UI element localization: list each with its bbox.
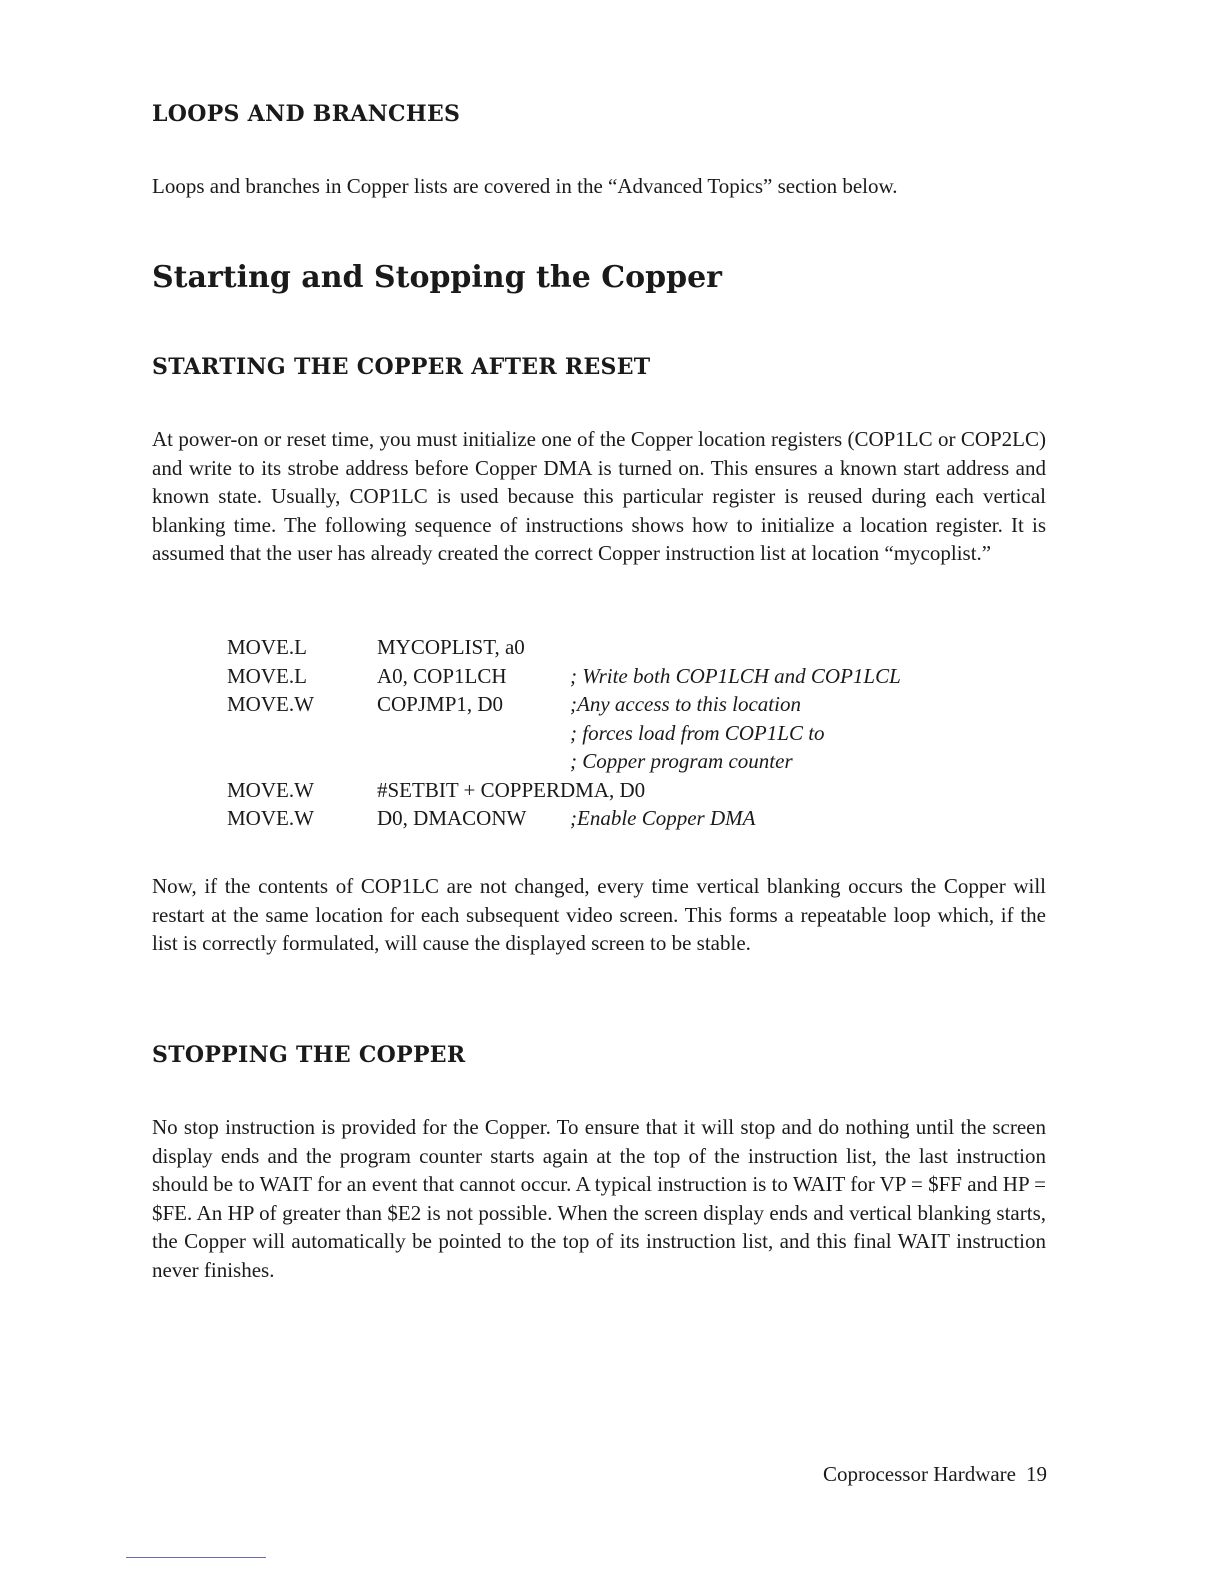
bottom-divider [126,1557,266,1558]
code-comment: ;Enable Copper DMA [570,806,756,830]
code-comment: ;Any access to this location [570,692,801,716]
after-code-paragraph: Now, if the contents of COP1LC are not changed, every time vertical blanking occurs the Copper will restart at the same location for each subsequent video screen. This forms a repeatable loop which, if the list is correctly formulated, will cause the displayed screen to be stable. [152,874,1046,955]
page-footer [823,1462,1047,1487]
loops-paragraph: Loops and branches in Copper lists are covered in the “Advanced Topics” section below. [152,174,898,198]
code-operands: #SETBIT + COPPERDMA, D0 [377,777,646,802]
section-title: Starting and Stopping the Copper [152,260,722,295]
code-line [227,690,1027,719]
code-operands: D0, DMACONW [377,806,527,830]
code-line [227,776,1027,805]
code-opcode: MOVE.W [227,806,314,830]
code-line [227,719,1027,748]
footer-chapter: Coprocessor Hardware [822,1462,1016,1486]
code-opcode: MOVE.L [227,635,307,659]
code-listing [227,633,1027,833]
code-comment: ; Write both COP1LCH and COP1LCL [570,663,901,688]
code-opcode: MOVE.W [227,777,314,802]
code-opcode: MOVE.L [227,663,307,688]
code-comment: ; Copper program counter [570,749,793,773]
stopping-heading: STOPPING THE COPPER [152,1042,466,1068]
page-number: 19 [1026,1462,1047,1486]
code-line [227,747,1027,776]
starting-paragraph: At power-on or reset time, you must initialize one of the Copper location registers (COP1LC or COP2LC) and write to its strobe address before Copper DMA is turned on. This ensures a known start address and known state. Usually, COP1LC is used because this particular register is reused during each vertical blanking time. The following sequence of instructions shows how to initialize a location register. It is assumed that the user has already created the correct Copper instruction list at location “mycoplist.” [152,427,1046,565]
code-opcode: MOVE.W [227,692,314,716]
code-comment: ; forces load from COP1LC to [570,720,825,745]
code-operands: A0, COP1LCH [377,663,507,688]
code-line [227,662,1027,691]
code-line [227,804,1027,833]
loops-heading: LOOPS AND BRANCHES [152,101,461,127]
starting-heading: STARTING THE COPPER AFTER RESET [152,354,651,380]
code-line [227,633,1027,662]
stopping-paragraph: No stop instruction is provided for the Copper. To ensure that it will stop and do nothing until the screen display ends and the program counter starts again at the top of the instruction list, the last instruction should be to WAIT for an event that cannot occur. A typical instruction is to WAIT for VP = $FF and HP = $FE. An HP of greater than $E2 is not possible. When the screen display ends and vertical blanking starts, the Copper will automatically be pointed to the top of its instruction list, and this final WAIT instruction never finishes. [152,1115,1046,1282]
code-operands: COPJMP1, D0 [377,692,504,716]
code-operands: MYCOPLIST, a0 [377,635,525,659]
